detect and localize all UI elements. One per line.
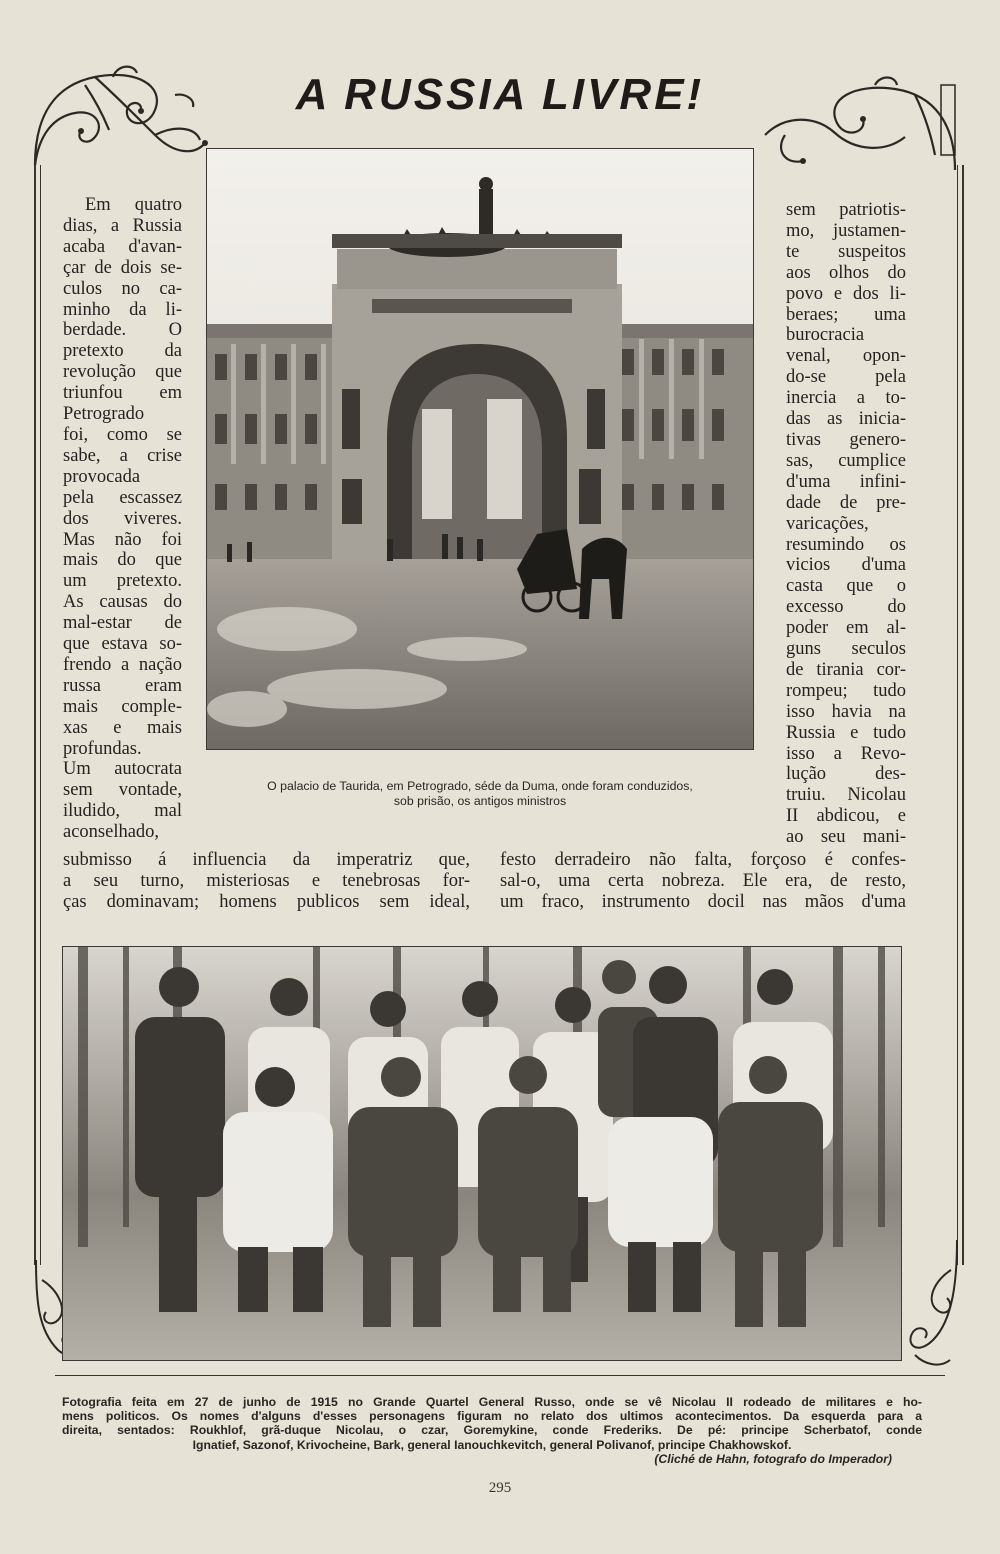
text-line: dade de pre- [786, 492, 906, 513]
text-line: resumindo os [786, 534, 906, 555]
photo-group-caption-credit: (Cliché de Hahn, fotografo do Imperador) [654, 1451, 892, 1466]
text-line: submisso á influencia da imperatriz que, [63, 850, 470, 870]
text-line: isso havia na [786, 701, 906, 722]
text-line: pretexto da [63, 341, 182, 362]
text-line: Russia e tudo [786, 722, 906, 743]
text-line: povo e dos li- [786, 283, 906, 304]
text-line: triunfou em [63, 383, 182, 404]
text-line: provocada [63, 466, 141, 487]
text-line: tivas genero- [786, 429, 906, 450]
text-line: truiu. Nicolau [786, 785, 906, 806]
photo-group-caption-line: Ignatief, Sazonof, Krivocheine, Bark, general Ianouchkevitch, general Polivanof, principe Chakhowskof. [192, 1437, 792, 1452]
text-line: minho da li- [63, 299, 182, 320]
frame-right-outer [962, 165, 964, 1265]
text-line: berdade. O [63, 320, 182, 341]
frame-bottom-line [55, 1375, 945, 1376]
text-line: pela escassez [63, 487, 182, 508]
text-line: II abdicou, e [786, 806, 906, 827]
text-line: burocracia [786, 325, 865, 346]
text-line: festo derradeiro não falta, forçoso é confes- [500, 850, 906, 870]
scroll-ornament-top-left [25, 55, 215, 175]
text-line: de tirania cor- [786, 659, 906, 680]
text-line: poder em al- [786, 618, 906, 639]
text-line: te suspeitos [786, 241, 906, 262]
photo-palace-arch [206, 148, 754, 750]
text-line: iludido, mal [63, 801, 182, 822]
text-line: mo, justamen- [786, 220, 906, 241]
text-line: Em quatro [85, 195, 182, 215]
text-line: As causas do [63, 592, 182, 613]
text-line: sem vontade, [63, 780, 182, 801]
text-line: isso a Revo- [786, 743, 906, 764]
text-line: aconselhado, [63, 822, 160, 843]
article-title: A RUSSIA LIVRE! [295, 70, 705, 119]
text-line: inercia a to- [786, 388, 906, 409]
text-line: russa eram [63, 675, 182, 696]
right-column-text [786, 200, 906, 848]
text-line: do-se pela [786, 367, 906, 388]
text-line: varicações, [786, 513, 869, 534]
text-line: vicios d'uma [786, 555, 906, 576]
text-line: rompeu; tudo [786, 680, 906, 701]
text-line: um pretexto. [63, 571, 182, 592]
frame-right-inner [957, 165, 958, 1265]
group-portrait-image [63, 947, 901, 1360]
text-line: aos olhos do [786, 262, 906, 283]
palace-arch-image [207, 149, 753, 749]
frame-left-inner [40, 165, 41, 1265]
photo-group-caption-line: mens politicos. Os nomes d'alguns d'esses personagens figuram no relato dos ultimos acontecimentos. Da esquerda para a [62, 1409, 922, 1424]
photo-group-caption [62, 1395, 922, 1466]
text-line: revolução que [63, 362, 182, 383]
text-line: venal, opon- [786, 346, 906, 367]
text-line: sem patriotis- [786, 200, 906, 220]
text-line: que estava so- [63, 634, 182, 655]
text-line: casta que o [786, 576, 906, 597]
text-line: çar de dois se- [63, 257, 182, 278]
text-line: culos no ca- [63, 278, 182, 299]
photo-group-portrait [62, 946, 902, 1361]
page-number: 295 [488, 1480, 512, 1496]
bottom-right-text [500, 850, 906, 913]
bottom-left-text [63, 850, 470, 913]
text-line: Petrogrado [63, 404, 145, 425]
scroll-ornament-bottom-right [895, 1240, 970, 1375]
text-line: das as inicia- [786, 409, 906, 430]
photo-palace-caption-line: O palacio de Taurida, em Petrogrado, séde da Duma, onde foram conduzidos, [267, 779, 693, 793]
text-line: mais do que [63, 550, 182, 571]
text-line: beraes; uma [786, 304, 906, 325]
frame-left-outer [34, 165, 36, 1265]
text-line: mais comple- [63, 696, 182, 717]
text-line: a seu turno, misteriosas e tenebrosas for- [63, 870, 470, 891]
text-line: excesso do [786, 597, 906, 618]
text-line: sas, cumplice [786, 450, 906, 471]
text-line: d'uma infini- [786, 471, 906, 492]
photo-group-caption-line: direita, sentados: Roukhlof, grã-duque Nicolau, o czar, Goremykine, conde Frederiks. De pé: principe Scherbatof, conde [62, 1423, 922, 1438]
text-line: dos viveres. [63, 508, 182, 529]
photo-palace-caption-line: sob prisão, os antigos ministros [393, 793, 567, 808]
photo-palace-caption [200, 779, 760, 808]
text-line: xas e mais [63, 717, 182, 738]
text-line: ao seu mani- [786, 827, 906, 848]
text-line: ças dominavam; homens publicos sem ideal, [63, 891, 470, 912]
text-line: dias, a Russia [63, 215, 182, 236]
left-column-text [63, 195, 182, 843]
text-line: foi, como se [63, 424, 182, 445]
text-line: sal-o, uma certa nobreza. Ele era, de resto, [500, 870, 906, 891]
text-line: Mas não foi [63, 529, 182, 550]
text-line: sabe, a crise [63, 445, 182, 466]
text-line: lução des- [786, 764, 906, 785]
text-line: um fraco, instrumento docil nas mãos d'uma [500, 891, 906, 912]
text-line: mal-estar de [63, 613, 182, 634]
photo-group-caption-line: Fotografia feita em 27 de junho de 1915 no Grande Quartel General Russo, onde se vê Nicolau II rodeado de militares e ho- [62, 1395, 922, 1409]
text-line: profundas. [63, 738, 142, 759]
text-line: Um autocrata [63, 759, 182, 780]
text-line: frendo a nação [63, 654, 182, 675]
text-line: guns seculos [786, 639, 906, 660]
text-line: acaba d'avan- [63, 236, 182, 257]
